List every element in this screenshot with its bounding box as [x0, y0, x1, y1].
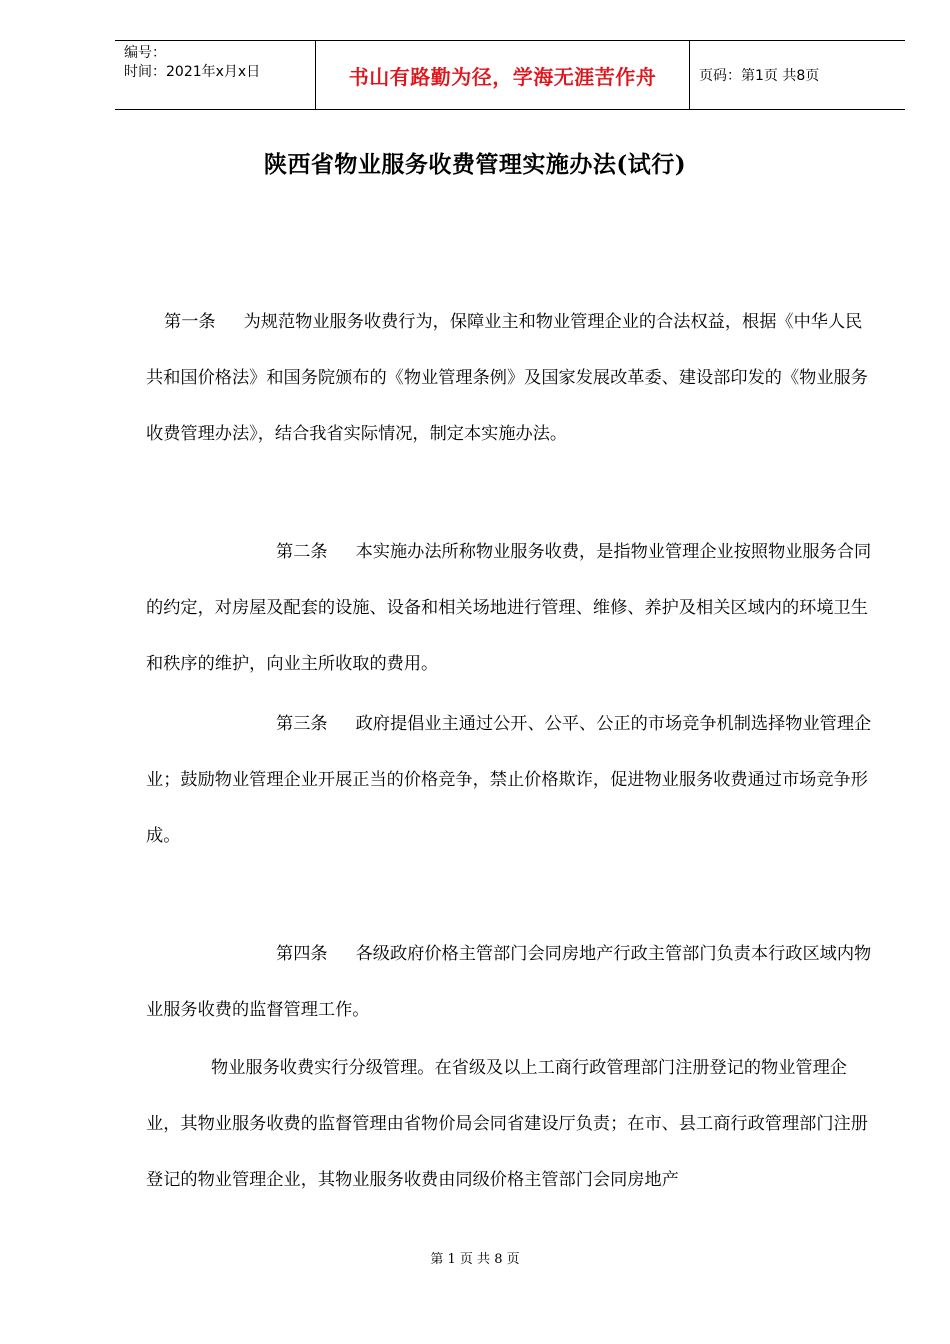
article-label: 第一条 [164, 312, 216, 332]
page-footer: 第 1 页 共 8 页 [430, 1252, 520, 1267]
header-table [115, 40, 905, 110]
article-label: 第二条 [276, 542, 328, 562]
motto: 书山有路勤为径，学海无涯苦作舟 [315, 41, 690, 109]
page-info: 页码：第1页 共8页 [699, 68, 820, 84]
article-text: 各级政府价格主管部门会同房地产行政主管部门负责本行政区域内物业服务收费的监督管理工作。 [146, 944, 872, 1020]
article-3 [146, 696, 874, 864]
paragraph-grading: 物业服务收费实行分级管理。在省级及以上工商行政管理部门注册登记的物业管理企业，其物业服务收费的监督管理由省物价局会同省建设厅负责；在市、县工商行政管理部门注册登记的物业管理企业，其物业服务收费由同级价格主管部门会同房地产 [146, 1058, 868, 1190]
article-4 [146, 926, 874, 1038]
article-text: 政府提倡业主通过公开、公平、公正的市场竞争机制选择物业管理企业；鼓励物业管理企业开展正当的价格竞争，禁止价格欺诈，促进物业服务收费通过市场竞争形成。 [146, 714, 872, 846]
document-title: 陕西省物业服务收费管理实施办法(试行) [263, 151, 687, 178]
article-text: 为规范物业服务收费行为，保障业主和物业管理企业的合法权益，根据《中华人民共和国价格法》和国务院颁布的《物业管理条例》及国家发展改革委、建设部印发的《物业服务收费管理办法》，结合我省实际情况，制定本实施办法。 [146, 312, 868, 444]
article-text: 本实施办法所称物业服务收费，是指物业管理企业按照物业服务合同的约定，对房屋及配套的设施、设备和相关场地进行管理、维修、养护及相关区域内的环境卫生和秩序的维护，向业主所收取的费用。 [146, 542, 872, 674]
time-label: 时间：2021年x月x日 [124, 64, 261, 80]
header-meta [115, 41, 315, 109]
serial-label: 编号： [124, 45, 166, 61]
article-label: 第三条 [276, 714, 328, 734]
article-1 [146, 294, 874, 462]
article-2 [146, 524, 874, 692]
article-label: 第四条 [276, 944, 328, 964]
